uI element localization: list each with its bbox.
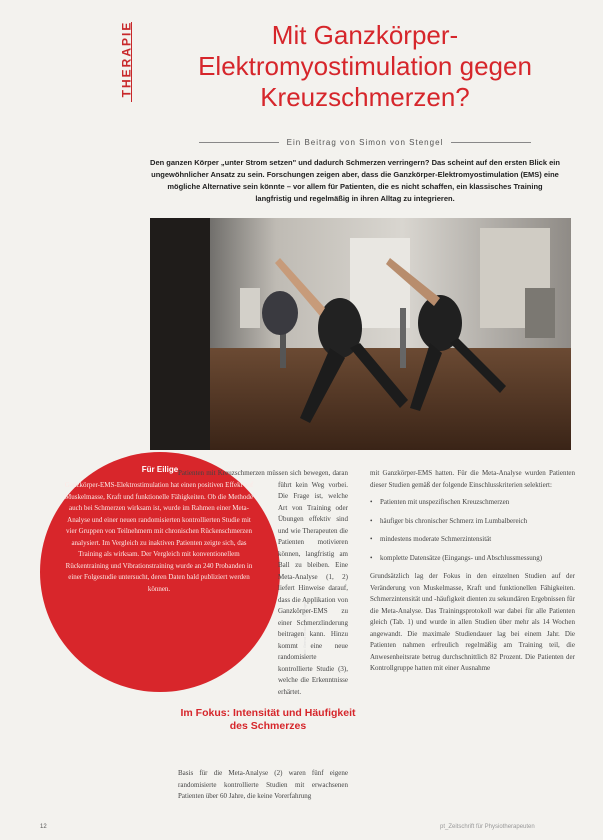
section-label-text: THERAPIE xyxy=(119,20,134,98)
paragraph-continued: Basis für die Meta-Analyse (2) waren fünf eigene randomisierte kontrollierte Studien mit erwachsenen Patienten über 60 Jahre, die keine Vorerfahrung xyxy=(178,769,348,800)
photo-credit: Foto: Bernd Bednarek, Erlangen xyxy=(302,600,307,658)
footer-brand: pt_Zeitschrift für Physiotherapeuten xyxy=(440,824,535,830)
section-label xyxy=(116,22,136,102)
section-heading: Im Fokus: Intensität und Häufigkeit des Schmerzes xyxy=(180,707,356,732)
list-item: • häufiger bis chronischer Schmerz im Lumbalbereich xyxy=(370,516,575,528)
list-item: • komplette Datensätze (Eingangs- und Abschlussmessung) xyxy=(370,553,575,565)
criteria-list xyxy=(370,497,575,564)
paragraph-intro: mit Ganzkörper-EMS hatten. Für die Meta-Analyse wurden Patienten dieser Studien gemäß der folgende Einschlusskriterien selektiert: xyxy=(370,469,575,489)
column-left xyxy=(178,468,348,698)
byline xyxy=(150,138,580,147)
list-item: • mindestens moderate Schmerzintensität xyxy=(370,534,575,546)
paragraph: Patienten mit Kreuzschmerzen müssen sich bewegen, daran führt kein Weg vorbei. Die Frage ist, welche Art von Training oder Übungen effektiv sind und wie Therapeuten die Patienten motivieren können, langfristig am Ball zu bleiben. Eine Meta-Analyse (1, 2) liefert Hinweise darauf, dass die Applikation von Ganzkörper-EMS zu einer Schmerzlinderung beitragen kann. Hinzu kommt eine neue randomisierte kontrollierte Studie (3), welche die Erkenntnisse erhärtet. xyxy=(178,469,348,696)
summary-title: Für Eilige xyxy=(141,465,179,474)
summary-text: Ganzkörper-EMS-Elektrostimulation hat einen positiven Effekt auf Muskelmasse, Kraft und funktionelle Fähigkeiten. Ob die Methode auch bei Schmerzen wirksam ist, wurde im Rahmen einer Meta-Analyse und einer neuen randomisierten kontrollierten Studie mit vier Gruppen von Teilnehmern mit chronischen Rückenschmerzen analysiert. Im Vergleich zu inaktiven Patienten zeigte sich, das Training als wirksam. Der Vergleich mit konventionellem Rückentraining und Vibrationstraining wurde an 240 Probanden in einer Folgestudie untersucht, deren Daten bald publiziert werden können. xyxy=(64,481,254,593)
byline-text: Ein Beitrag von Simon von Stengel xyxy=(286,138,444,147)
lead-paragraph: Den ganzen Körper „unter Strom setzen" und dadurch Schmerzen verringern? Das scheint auf den ersten Blick ein ungewöhnlicher Ansatz zu sein. Forschungen zeigen aber, dass die Ganzkörper-Elektromyostimulation (EMS) eine mögliche Alternative sein könnte – vor allem für Patienten, die es nicht schaffen, ein klassisches Training langfristig und regelmäßig in ihren Alltag zu integrieren. xyxy=(150,158,560,203)
page-number: 12 xyxy=(40,824,47,830)
list-item: • Patienten mit unspezifischen Kreuzschmerzen xyxy=(370,497,575,509)
article-title: Mit Ganzkörper-Elektromyostimulation gegen Kreuzschmerzen? xyxy=(198,20,532,112)
column-right xyxy=(370,468,575,681)
paragraph-body: Grundsätzlich lag der Fokus in den einzelnen Studien auf der Veränderung von Muskelmasse, Kraft und funktionellen Fähigkeiten. Schmerzintensität und -häufigkeit dienten zu sekundären Ergebnissen für die Meta-Analyse. Das Trainingsprotokoll war dabei für alle Patienten gleich (Tab. 1) und wurde in allen Studien über mehr als 14 Wochen angewandt. Die maximale Studiendauer lag bei einem Jahr. Die Patienten nahmen erfreulich regelmäßig am Training teil, die Anwesenheitsrate betrug durchschnittlich 82 Prozent. Die Patienten der Kontrollgruppe hatten mit einer Ausnahme xyxy=(370,572,575,672)
gym-scene-image xyxy=(150,218,571,450)
